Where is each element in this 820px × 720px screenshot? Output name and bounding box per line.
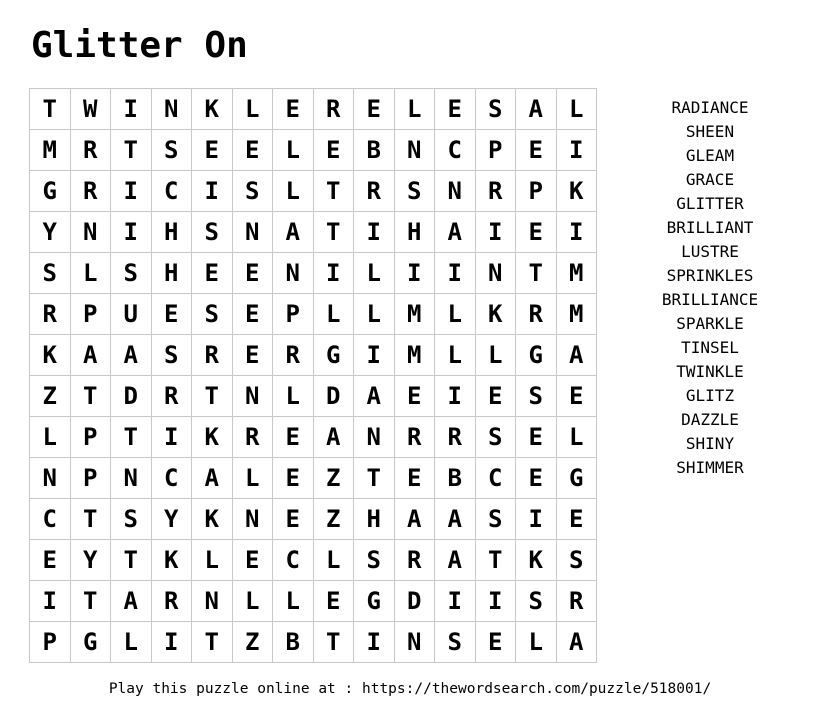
grid-cell[interactable]: E <box>273 458 314 499</box>
grid-cell[interactable]: T <box>111 540 152 581</box>
grid-cell[interactable]: N <box>151 89 192 130</box>
grid-cell[interactable]: P <box>273 294 314 335</box>
grid-cell[interactable]: P <box>475 130 516 171</box>
grid-cell[interactable]: A <box>516 89 557 130</box>
grid-cell[interactable]: T <box>313 622 354 663</box>
grid-cell[interactable]: H <box>354 499 395 540</box>
grid-cell[interactable]: A <box>273 212 314 253</box>
grid-cell[interactable]: G <box>313 335 354 376</box>
word-list-item: BRILLIANT <box>666 218 754 237</box>
grid-cell[interactable]: K <box>192 499 233 540</box>
grid-cell[interactable]: S <box>354 540 395 581</box>
grid-cell[interactable]: I <box>111 171 152 212</box>
grid-cell[interactable]: N <box>273 253 314 294</box>
grid-cell[interactable]: R <box>556 581 597 622</box>
grid-cell[interactable]: R <box>192 335 233 376</box>
grid-row <box>30 212 597 253</box>
grid-cell[interactable]: D <box>313 376 354 417</box>
grid-cell[interactable]: N <box>192 581 233 622</box>
grid-cell[interactable]: E <box>232 540 273 581</box>
grid-cell[interactable]: R <box>394 540 435 581</box>
grid-cell[interactable]: E <box>192 130 233 171</box>
grid-cell[interactable]: I <box>111 89 152 130</box>
grid-cell[interactable]: I <box>556 212 597 253</box>
puzzle-title: Glitter On <box>31 25 248 66</box>
grid-cell[interactable]: B <box>354 130 395 171</box>
grid-cell[interactable]: I <box>30 581 71 622</box>
grid-cell[interactable]: L <box>232 458 273 499</box>
grid-cell[interactable]: S <box>475 89 516 130</box>
footer-prefix: Play this puzzle online at : <box>108 681 362 697</box>
grid-row <box>30 130 597 171</box>
grid-cell[interactable]: R <box>273 335 314 376</box>
grid-cell[interactable]: E <box>30 540 71 581</box>
grid-cell[interactable]: S <box>516 376 557 417</box>
grid-cell[interactable]: E <box>354 89 395 130</box>
grid-cell[interactable]: P <box>70 294 111 335</box>
grid-cell[interactable]: L <box>111 622 152 663</box>
grid-cell[interactable]: L <box>313 540 354 581</box>
grid-cell[interactable]: R <box>313 89 354 130</box>
grid-cell[interactable]: L <box>273 376 314 417</box>
grid-cell[interactable]: N <box>232 499 273 540</box>
grid-row <box>30 540 597 581</box>
grid-cell[interactable]: M <box>556 294 597 335</box>
grid-cell[interactable]: E <box>313 581 354 622</box>
grid-cell[interactable]: K <box>475 294 516 335</box>
grid-cell[interactable]: C <box>151 458 192 499</box>
grid-cell[interactable]: E <box>232 294 273 335</box>
grid-cell[interactable]: K <box>192 417 233 458</box>
grid-cell[interactable]: N <box>232 376 273 417</box>
letter-grid[interactable] <box>29 88 597 663</box>
grid-cell[interactable]: R <box>435 417 476 458</box>
grid-cell[interactable]: E <box>475 376 516 417</box>
grid-cell[interactable]: K <box>556 171 597 212</box>
grid-cell[interactable]: I <box>475 212 516 253</box>
grid-cell[interactable]: A <box>192 458 233 499</box>
grid-cell[interactable]: Z <box>232 622 273 663</box>
grid-cell[interactable]: L <box>30 417 71 458</box>
grid-cell[interactable]: E <box>273 499 314 540</box>
grid-cell[interactable]: G <box>70 622 111 663</box>
grid-cell[interactable]: L <box>273 581 314 622</box>
grid-cell[interactable]: T <box>70 376 111 417</box>
grid-cell[interactable]: T <box>516 253 557 294</box>
grid-cell[interactable]: H <box>394 212 435 253</box>
grid-cell[interactable]: B <box>273 622 314 663</box>
word-list-item: GLITZ <box>685 386 735 405</box>
grid-cell[interactable]: I <box>354 212 395 253</box>
grid-cell[interactable]: C <box>435 130 476 171</box>
grid-row <box>30 335 597 376</box>
grid-cell[interactable]: E <box>232 130 273 171</box>
word-list-item: TINSEL <box>681 338 739 357</box>
grid-cell[interactable]: R <box>151 376 192 417</box>
grid-cell[interactable]: E <box>516 130 557 171</box>
grid-cell[interactable]: S <box>111 499 152 540</box>
grid-cell[interactable]: I <box>354 622 395 663</box>
grid-cell[interactable]: N <box>435 171 476 212</box>
grid-cell[interactable]: L <box>394 89 435 130</box>
grid-cell[interactable]: G <box>556 458 597 499</box>
grid-cell[interactable]: M <box>30 130 71 171</box>
grid-cell[interactable]: P <box>30 622 71 663</box>
grid-cell[interactable]: S <box>394 171 435 212</box>
grid-cell[interactable]: R <box>394 417 435 458</box>
grid-cell[interactable]: K <box>192 89 233 130</box>
grid-row <box>30 622 597 663</box>
grid-cell[interactable]: Y <box>70 540 111 581</box>
grid-cell[interactable]: T <box>70 499 111 540</box>
grid-cell[interactable]: A <box>354 376 395 417</box>
grid-cell[interactable]: S <box>232 171 273 212</box>
grid-row <box>30 499 597 540</box>
grid-cell[interactable]: T <box>192 622 233 663</box>
grid-cell[interactable]: A <box>70 335 111 376</box>
puzzle-link[interactable]: https://thewordsearch.com/puzzle/518001/ <box>361 681 712 697</box>
grid-cell[interactable]: A <box>111 581 152 622</box>
grid-cell[interactable]: E <box>192 253 233 294</box>
grid-cell[interactable]: E <box>435 89 476 130</box>
grid-cell[interactable]: R <box>232 417 273 458</box>
grid-cell[interactable]: K <box>30 335 71 376</box>
grid-cell[interactable]: S <box>516 581 557 622</box>
grid-cell[interactable]: E <box>232 253 273 294</box>
grid-cell[interactable]: L <box>232 581 273 622</box>
grid-cell[interactable]: L <box>435 294 476 335</box>
footer <box>0 678 820 700</box>
grid-cell[interactable]: I <box>111 212 152 253</box>
grid-cell[interactable]: C <box>151 171 192 212</box>
grid-cell[interactable]: G <box>354 581 395 622</box>
grid-cell[interactable]: E <box>516 458 557 499</box>
grid-cell[interactable]: G <box>30 171 71 212</box>
grid-cell[interactable]: S <box>151 335 192 376</box>
grid-cell[interactable]: S <box>192 294 233 335</box>
word-list-item: GRACE <box>685 170 735 189</box>
word-list <box>640 96 780 480</box>
grid-cell[interactable]: T <box>30 89 71 130</box>
grid-cell[interactable]: Y <box>151 499 192 540</box>
word-list-item: SHIMMER <box>676 458 744 477</box>
grid-cell[interactable]: L <box>273 130 314 171</box>
word-list-item: DAZZLE <box>681 410 739 429</box>
grid-cell[interactable]: L <box>354 253 395 294</box>
grid-cell[interactable]: E <box>516 417 557 458</box>
word-list-item: GLEAM <box>685 146 735 165</box>
grid-cell[interactable]: L <box>313 294 354 335</box>
grid-cell[interactable]: B <box>435 458 476 499</box>
grid-cell[interactable]: T <box>111 417 152 458</box>
grid-cell[interactable]: S <box>111 253 152 294</box>
grid-cell[interactable]: R <box>151 581 192 622</box>
grid-cell[interactable]: T <box>313 171 354 212</box>
grid-cell[interactable]: S <box>556 540 597 581</box>
grid-cell[interactable]: R <box>30 294 71 335</box>
grid-cell[interactable]: I <box>435 581 476 622</box>
grid-cell[interactable]: S <box>475 417 516 458</box>
word-list-item: RADIANCE <box>671 98 749 117</box>
grid-cell[interactable]: T <box>475 540 516 581</box>
word-list-item: SHINY <box>685 434 735 453</box>
grid-cell[interactable]: C <box>30 499 71 540</box>
grid-cell[interactable]: L <box>556 417 597 458</box>
grid-cell[interactable]: D <box>394 581 435 622</box>
grid-cell[interactable]: M <box>556 253 597 294</box>
word-list-item: TWINKLE <box>676 362 744 381</box>
word-list-item: LUSTRE <box>681 242 739 261</box>
grid-cell[interactable]: I <box>151 622 192 663</box>
grid-cell[interactable]: N <box>30 458 71 499</box>
grid-cell[interactable]: I <box>313 253 354 294</box>
grid-cell[interactable]: N <box>232 212 273 253</box>
word-list-item: SHEEN <box>685 122 735 141</box>
word-list-item: BRILLIANCE <box>661 290 759 309</box>
grid-row <box>30 376 597 417</box>
word-list-item: GLITTER <box>676 194 744 213</box>
word-list-item: SPARKLE <box>676 314 744 333</box>
grid-cell[interactable]: S <box>192 212 233 253</box>
grid-cell[interactable]: Z <box>30 376 71 417</box>
grid-cell[interactable]: N <box>354 417 395 458</box>
grid-cell[interactable]: H <box>151 212 192 253</box>
grid-cell[interactable]: D <box>111 376 152 417</box>
grid-row <box>30 458 597 499</box>
grid-cell[interactable]: I <box>151 417 192 458</box>
grid-cell[interactable]: L <box>232 89 273 130</box>
grid-cell[interactable]: L <box>475 335 516 376</box>
grid-cell[interactable]: S <box>30 253 71 294</box>
grid-cell[interactable]: S <box>151 130 192 171</box>
grid-cell[interactable]: S <box>435 622 476 663</box>
grid-cell[interactable]: N <box>475 253 516 294</box>
grid-cell[interactable]: G <box>516 335 557 376</box>
grid-row <box>30 294 597 335</box>
grid-cell[interactable]: H <box>151 253 192 294</box>
grid-cell[interactable]: N <box>111 458 152 499</box>
grid-cell[interactable]: I <box>192 171 233 212</box>
grid-cell[interactable]: K <box>516 540 557 581</box>
grid-cell[interactable]: N <box>394 130 435 171</box>
grid-cell[interactable]: A <box>556 622 597 663</box>
grid-cell[interactable]: E <box>556 376 597 417</box>
grid-cell[interactable]: E <box>475 622 516 663</box>
grid-cell[interactable]: I <box>435 376 476 417</box>
word-list-item: SPRINKLES <box>666 266 754 285</box>
grid-cell[interactable]: I <box>354 335 395 376</box>
grid-cell[interactable]: A <box>435 540 476 581</box>
grid-cell[interactable]: I <box>475 581 516 622</box>
grid-cell[interactable]: N <box>70 212 111 253</box>
grid-cell[interactable]: R <box>475 171 516 212</box>
grid-cell[interactable]: E <box>394 458 435 499</box>
grid-row <box>30 89 597 130</box>
grid-cell[interactable]: E <box>151 294 192 335</box>
grid-cell[interactable]: T <box>111 130 152 171</box>
grid-cell[interactable]: R <box>354 171 395 212</box>
grid-cell[interactable]: I <box>394 253 435 294</box>
grid-cell[interactable]: A <box>313 417 354 458</box>
grid-cell[interactable]: L <box>70 253 111 294</box>
grid-cell[interactable]: Y <box>30 212 71 253</box>
grid-cell[interactable]: T <box>70 581 111 622</box>
grid-cell[interactable]: L <box>556 89 597 130</box>
grid-cell[interactable]: A <box>435 499 476 540</box>
grid-row <box>30 417 597 458</box>
grid-cell[interactable]: P <box>516 171 557 212</box>
grid-cell[interactable]: A <box>111 335 152 376</box>
grid-row <box>30 253 597 294</box>
grid-cell[interactable]: I <box>435 253 476 294</box>
grid-row <box>30 581 597 622</box>
grid-cell[interactable]: E <box>556 499 597 540</box>
grid-cell[interactable]: T <box>354 458 395 499</box>
grid-cell[interactable]: A <box>435 212 476 253</box>
grid-cell[interactable]: L <box>516 622 557 663</box>
grid-cell[interactable]: R <box>70 130 111 171</box>
grid-cell[interactable]: S <box>475 499 516 540</box>
grid-cell[interactable]: A <box>556 335 597 376</box>
grid-cell[interactable]: E <box>516 212 557 253</box>
grid-cell[interactable]: C <box>273 540 314 581</box>
grid-cell[interactable]: T <box>192 376 233 417</box>
grid-cell[interactable]: M <box>394 335 435 376</box>
grid-cell[interactable]: M <box>394 294 435 335</box>
grid-cell[interactable]: K <box>151 540 192 581</box>
grid-cell[interactable]: E <box>313 130 354 171</box>
grid-cell[interactable]: R <box>516 294 557 335</box>
grid-cell[interactable]: N <box>394 622 435 663</box>
grid-cell[interactable]: Z <box>313 499 354 540</box>
grid-cell[interactable]: L <box>435 335 476 376</box>
grid-row <box>30 171 597 212</box>
grid-cell[interactable]: L <box>354 294 395 335</box>
grid-cell[interactable]: T <box>313 212 354 253</box>
grid-cell[interactable]: W <box>70 89 111 130</box>
grid-cell[interactable]: A <box>394 499 435 540</box>
grid-cell[interactable]: Z <box>313 458 354 499</box>
grid-cell[interactable]: L <box>273 171 314 212</box>
grid-cell[interactable]: P <box>70 458 111 499</box>
grid-cell[interactable]: E <box>394 376 435 417</box>
grid-cell[interactable]: L <box>192 540 233 581</box>
grid-cell[interactable]: E <box>232 335 273 376</box>
grid-cell[interactable]: E <box>273 417 314 458</box>
grid-cell[interactable]: P <box>70 417 111 458</box>
grid-cell[interactable]: E <box>273 89 314 130</box>
grid-cell[interactable]: I <box>556 130 597 171</box>
grid-cell[interactable]: C <box>475 458 516 499</box>
grid-cell[interactable]: U <box>111 294 152 335</box>
grid-cell[interactable]: R <box>70 171 111 212</box>
grid-cell[interactable]: I <box>516 499 557 540</box>
